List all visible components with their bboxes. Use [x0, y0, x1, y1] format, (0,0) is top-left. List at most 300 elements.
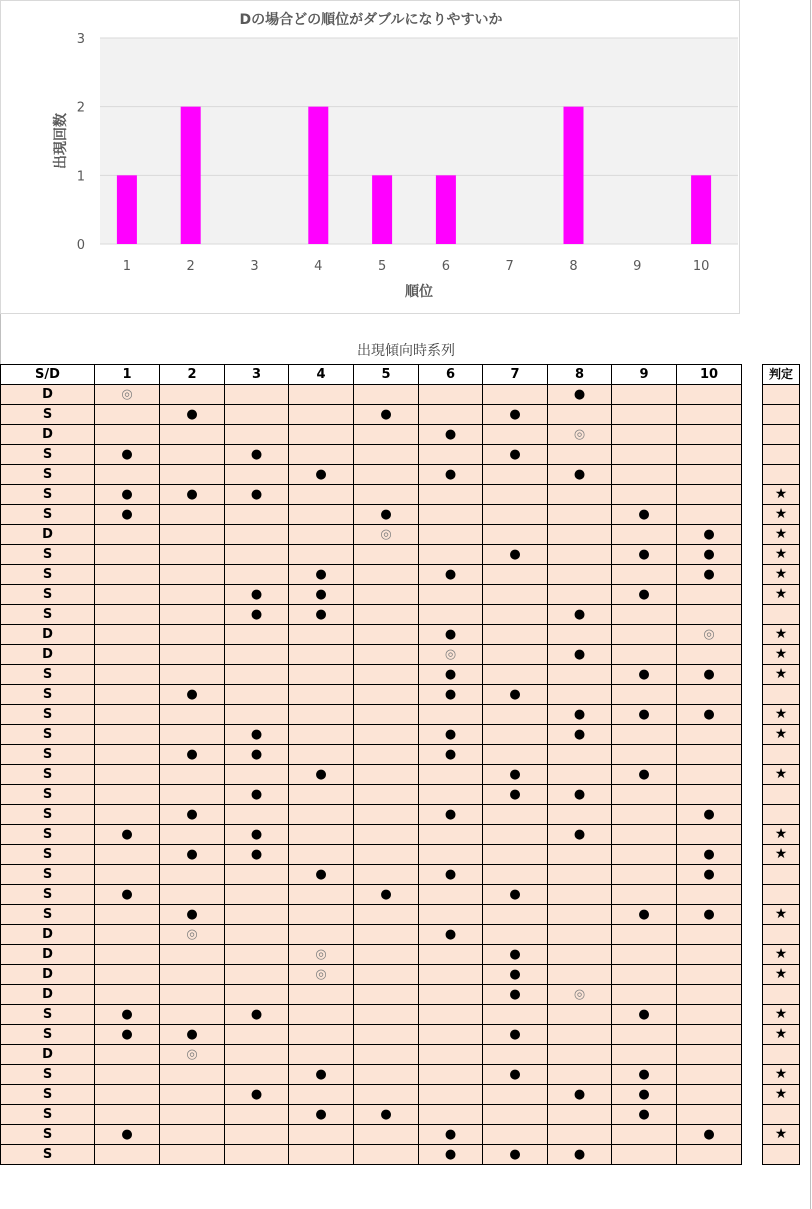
judge-cell	[763, 465, 800, 485]
rank-cell	[160, 1105, 225, 1125]
rank-cell	[419, 405, 483, 425]
rank-cell	[612, 645, 677, 665]
table-row	[1, 485, 742, 505]
rank-cell	[419, 845, 483, 865]
rank-cell: ◎	[160, 925, 225, 945]
rank-cell: ●	[677, 865, 742, 885]
rank-cell	[354, 785, 419, 805]
rank-cell	[419, 905, 483, 925]
rank-cell: ●	[95, 825, 160, 845]
rank-cell	[160, 865, 225, 885]
rank-cell: ●	[612, 1065, 677, 1085]
rank-cell: ●	[612, 545, 677, 565]
rank-cell	[95, 945, 160, 965]
rank-cell	[612, 825, 677, 845]
rank-cell	[95, 685, 160, 705]
rank-cell	[95, 625, 160, 645]
rank-cell: ●	[548, 465, 612, 485]
judge-cell: ★	[763, 1025, 800, 1045]
rank-cell	[677, 1085, 742, 1105]
table-row	[1, 885, 742, 905]
rank-cell	[160, 665, 225, 685]
rank-cell	[548, 845, 612, 865]
rank-cell	[548, 865, 612, 885]
rank-cell	[548, 405, 612, 425]
judge-row	[763, 485, 800, 505]
rank-cell	[419, 1105, 483, 1125]
y-tick-label: 3	[76, 32, 85, 47]
judge-cell	[763, 1045, 800, 1065]
judge-row	[763, 725, 800, 745]
rank-cell: ●	[225, 485, 289, 505]
judge-cell: ★	[763, 1085, 800, 1105]
rank-cell	[160, 945, 225, 965]
rank-cell	[160, 1065, 225, 1085]
rank-cell	[483, 385, 548, 405]
rank-cell	[677, 585, 742, 605]
rank-cell	[677, 985, 742, 1005]
rank-cell	[354, 965, 419, 985]
judge-cell	[763, 865, 800, 885]
rank-cell: ●	[419, 465, 483, 485]
rank-cell: ◎	[677, 625, 742, 645]
rank-cell: ◎	[548, 985, 612, 1005]
rank-cell	[225, 685, 289, 705]
rank-cell	[160, 625, 225, 645]
rank-cell	[225, 805, 289, 825]
table-row	[1, 585, 742, 605]
judge-row	[763, 1085, 800, 1105]
rank-cell	[289, 545, 354, 565]
table-row	[1, 645, 742, 665]
rank-cell: ●	[612, 905, 677, 925]
rank-cell	[419, 1005, 483, 1025]
rank-cell	[677, 825, 742, 845]
table-row	[1, 465, 742, 485]
rank-cell	[354, 585, 419, 605]
rank-cell: ●	[677, 805, 742, 825]
rank-cell	[160, 605, 225, 625]
rank-cell: ●	[95, 1125, 160, 1145]
rank-cell	[612, 1145, 677, 1165]
sd-cell: S	[1, 545, 95, 565]
judge-row	[763, 1045, 800, 1065]
rank-cell: ●	[354, 405, 419, 425]
judge-row	[763, 565, 800, 585]
sd-cell: S	[1, 1085, 95, 1105]
rank-cell	[289, 645, 354, 665]
rank-cell: ●	[548, 645, 612, 665]
header-rank-2: 2	[160, 365, 225, 385]
rank-cell	[548, 565, 612, 585]
rank-cell	[160, 705, 225, 725]
rank-cell	[677, 1025, 742, 1045]
rank-cell	[483, 585, 548, 605]
rank-cell	[677, 1065, 742, 1085]
sd-cell: D	[1, 645, 95, 665]
bar-5	[372, 175, 392, 244]
rank-cell: ●	[419, 745, 483, 765]
rank-cell	[289, 525, 354, 545]
rank-cell: ●	[160, 745, 225, 765]
judge-row	[763, 945, 800, 965]
rank-cell	[612, 845, 677, 865]
rank-cell	[225, 645, 289, 665]
rank-cell: ●	[483, 1145, 548, 1165]
table-row	[1, 785, 742, 805]
rank-cell	[483, 865, 548, 885]
header-sd: S/D	[1, 365, 95, 385]
rank-cell	[483, 745, 548, 765]
header-rank-9: 9	[612, 365, 677, 385]
sd-cell: D	[1, 525, 95, 545]
rank-cell	[289, 405, 354, 425]
rank-cell: ●	[419, 865, 483, 885]
rank-cell	[419, 585, 483, 605]
rank-cell: ●	[95, 885, 160, 905]
rank-cell	[289, 1085, 354, 1105]
rank-cell	[225, 545, 289, 565]
table-title: 出現傾向時系列	[357, 343, 455, 359]
rank-cell	[160, 1145, 225, 1165]
judge-row	[763, 865, 800, 885]
rank-cell	[160, 765, 225, 785]
judge-row	[763, 1105, 800, 1125]
rank-cell	[354, 1045, 419, 1065]
table-row	[1, 845, 742, 865]
rank-cell: ●	[225, 1085, 289, 1105]
rank-cell	[483, 1105, 548, 1125]
rank-cell: ●	[612, 585, 677, 605]
rank-cell	[95, 965, 160, 985]
rank-cell	[483, 825, 548, 845]
rank-cell: ●	[483, 545, 548, 565]
rank-cell	[225, 385, 289, 405]
judge-cell: ★	[763, 1005, 800, 1025]
rank-cell	[354, 645, 419, 665]
sd-cell: D	[1, 625, 95, 645]
rank-cell	[354, 425, 419, 445]
rank-cell	[289, 1125, 354, 1145]
rank-cell: ●	[677, 845, 742, 865]
rank-cell: ◎	[354, 525, 419, 545]
judge-cell	[763, 425, 800, 445]
rank-cell	[354, 925, 419, 945]
table-row	[1, 1125, 742, 1145]
rank-cell: ●	[483, 965, 548, 985]
judge-cell: ★	[763, 965, 800, 985]
rank-cell	[289, 885, 354, 905]
rank-cell	[354, 565, 419, 585]
table-row	[1, 865, 742, 885]
rank-cell: ●	[612, 765, 677, 785]
rank-cell: ●	[677, 525, 742, 545]
rank-cell	[354, 945, 419, 965]
sd-cell: S	[1, 1065, 95, 1085]
rank-cell: ●	[677, 905, 742, 925]
rank-cell	[289, 725, 354, 745]
rank-cell: ●	[160, 405, 225, 425]
rank-cell: ●	[548, 385, 612, 405]
table-row	[1, 825, 742, 845]
judge-cell	[763, 1145, 800, 1165]
rank-cell	[548, 905, 612, 925]
judge-header: 判定	[763, 365, 800, 385]
rank-cell	[95, 425, 160, 445]
rank-cell	[677, 965, 742, 985]
rank-cell	[354, 825, 419, 845]
judge-row	[763, 445, 800, 465]
rank-cell	[612, 945, 677, 965]
rank-cell	[95, 865, 160, 885]
rank-cell	[225, 925, 289, 945]
header-rank-6: 6	[419, 365, 483, 385]
rank-cell	[419, 1045, 483, 1065]
bar-8	[564, 107, 584, 244]
sd-cell: S	[1, 585, 95, 605]
judge-cell: ★	[763, 585, 800, 605]
rank-cell	[354, 1005, 419, 1025]
rank-cell	[548, 945, 612, 965]
rank-cell: ●	[160, 685, 225, 705]
rank-cell	[483, 465, 548, 485]
rank-cell: ●	[419, 1125, 483, 1145]
rank-cell: ●	[548, 1085, 612, 1105]
y-tick-label: 1	[76, 169, 85, 185]
rank-cell	[612, 425, 677, 445]
table-row	[1, 925, 742, 945]
rank-cell	[483, 525, 548, 545]
judge-row	[763, 1065, 800, 1085]
rank-cell	[160, 785, 225, 805]
table-row	[1, 1045, 742, 1065]
rank-cell: ◎	[160, 1045, 225, 1065]
judge-cell: ★	[763, 705, 800, 725]
rank-cell: ●	[548, 785, 612, 805]
rank-cell: ●	[677, 565, 742, 585]
rank-cell	[612, 685, 677, 705]
judge-cell: ★	[763, 825, 800, 845]
sd-cell: D	[1, 965, 95, 985]
bar-chart	[1, 1, 741, 315]
rank-cell	[419, 505, 483, 525]
sd-cell: S	[1, 1145, 95, 1165]
rank-cell	[354, 685, 419, 705]
rank-cell	[548, 485, 612, 505]
rank-cell	[612, 1045, 677, 1065]
rank-cell	[160, 385, 225, 405]
rank-cell: ●	[419, 625, 483, 645]
rank-cell	[289, 905, 354, 925]
rank-cell: ●	[95, 1005, 160, 1025]
rank-cell	[225, 525, 289, 545]
rank-cell: ●	[95, 485, 160, 505]
rank-cell	[419, 545, 483, 565]
rank-cell	[160, 825, 225, 845]
rank-cell	[289, 785, 354, 805]
rank-cell	[225, 1145, 289, 1165]
rank-cell	[225, 1045, 289, 1065]
rank-cell	[677, 425, 742, 445]
table-row	[1, 605, 742, 625]
sd-cell: S	[1, 705, 95, 725]
rank-cell	[419, 705, 483, 725]
rank-cell	[95, 1085, 160, 1105]
judge-cell: ★	[763, 565, 800, 585]
rank-cell	[483, 625, 548, 645]
table-row	[1, 1105, 742, 1125]
rank-cell: ●	[612, 1085, 677, 1105]
rank-cell: ●	[483, 785, 548, 805]
rank-cell	[548, 885, 612, 905]
judge-cell: ★	[763, 525, 800, 545]
rank-cell	[354, 1065, 419, 1085]
rank-cell	[612, 785, 677, 805]
rank-cell	[483, 705, 548, 725]
rank-cell	[612, 985, 677, 1005]
rank-cell: ●	[612, 1005, 677, 1025]
header-rank-8: 8	[548, 365, 612, 385]
rank-cell: ●	[677, 545, 742, 565]
rank-cell	[612, 805, 677, 825]
rank-cell: ●	[160, 845, 225, 865]
rank-cell	[95, 525, 160, 545]
judge-row	[763, 1145, 800, 1165]
sd-cell: S	[1, 1125, 95, 1145]
table-row	[1, 525, 742, 545]
rank-cell: ●	[612, 665, 677, 685]
rank-cell: ●	[419, 1145, 483, 1165]
rank-cell	[160, 965, 225, 985]
rank-cell	[289, 745, 354, 765]
judge-cell: ★	[763, 1065, 800, 1085]
judge-cell	[763, 685, 800, 705]
rank-cell	[612, 1125, 677, 1145]
rank-cell	[419, 825, 483, 845]
x-tick-label: 6	[441, 259, 451, 274]
rank-cell	[160, 445, 225, 465]
rank-cell	[160, 525, 225, 545]
rank-cell	[612, 725, 677, 745]
rank-cell	[612, 385, 677, 405]
rank-cell: ●	[225, 1005, 289, 1025]
rank-cell	[225, 505, 289, 525]
rank-cell	[677, 1005, 742, 1025]
rank-cell	[419, 605, 483, 625]
rank-cell	[612, 965, 677, 985]
rank-cell	[677, 505, 742, 525]
sd-cell: S	[1, 805, 95, 825]
rank-cell	[95, 665, 160, 685]
sd-cell: S	[1, 1105, 95, 1125]
rank-cell: ●	[289, 1105, 354, 1125]
judge-cell	[763, 385, 800, 405]
sd-cell: D	[1, 985, 95, 1005]
bar-1	[117, 175, 137, 244]
rank-cell	[225, 865, 289, 885]
table-row	[1, 445, 742, 465]
rank-cell	[289, 1045, 354, 1065]
rank-cell	[95, 845, 160, 865]
rank-cell	[289, 845, 354, 865]
rank-cell	[95, 1045, 160, 1065]
rank-cell	[419, 885, 483, 905]
rank-cell	[483, 485, 548, 505]
rank-cell	[160, 585, 225, 605]
judge-row	[763, 405, 800, 425]
rank-cell	[225, 405, 289, 425]
judge-cell: ★	[763, 505, 800, 525]
table-row	[1, 985, 742, 1005]
rank-cell	[225, 985, 289, 1005]
rank-cell: ●	[677, 705, 742, 725]
table-row	[1, 685, 742, 705]
judge-row	[763, 685, 800, 705]
rank-cell	[483, 1045, 548, 1065]
rank-cell	[354, 485, 419, 505]
rank-cell	[95, 905, 160, 925]
rank-cell	[225, 945, 289, 965]
rank-cell	[483, 1085, 548, 1105]
rank-cell: ●	[677, 665, 742, 685]
table-row	[1, 425, 742, 445]
header-rank-3: 3	[225, 365, 289, 385]
rank-cell	[160, 1005, 225, 1025]
rank-cell	[95, 1105, 160, 1125]
rank-cell	[160, 1125, 225, 1145]
rank-cell	[548, 925, 612, 945]
rank-cell	[677, 1145, 742, 1165]
rank-cell	[419, 1025, 483, 1045]
rank-cell	[677, 465, 742, 485]
rank-cell	[289, 485, 354, 505]
rank-cell	[419, 485, 483, 505]
rank-cell	[612, 525, 677, 545]
judge-cell	[763, 605, 800, 625]
table-row	[1, 905, 742, 925]
rank-cell	[677, 945, 742, 965]
rank-cell	[548, 685, 612, 705]
rank-cell	[160, 425, 225, 445]
sd-cell: S	[1, 465, 95, 485]
judge-row	[763, 465, 800, 485]
rank-cell	[677, 765, 742, 785]
rank-cell: ●	[289, 565, 354, 585]
rank-cell	[548, 745, 612, 765]
judge-row	[763, 965, 800, 985]
sd-cell: S	[1, 765, 95, 785]
rank-cell	[289, 805, 354, 825]
rank-cell	[95, 985, 160, 1005]
x-tick-label: 8	[569, 259, 578, 274]
trend-table	[0, 364, 742, 1165]
sd-cell: S	[1, 865, 95, 885]
rank-cell	[677, 385, 742, 405]
rank-cell	[548, 765, 612, 785]
rank-cell	[95, 725, 160, 745]
rank-cell: ●	[612, 505, 677, 525]
rank-cell	[95, 465, 160, 485]
rank-cell	[548, 525, 612, 545]
x-tick-label: 7	[505, 259, 514, 274]
table-row	[1, 705, 742, 725]
rank-cell	[483, 1005, 548, 1025]
rank-cell: ●	[612, 705, 677, 725]
judge-row	[763, 505, 800, 525]
rank-cell: ●	[548, 605, 612, 625]
rank-cell	[612, 925, 677, 945]
rank-cell	[225, 765, 289, 785]
